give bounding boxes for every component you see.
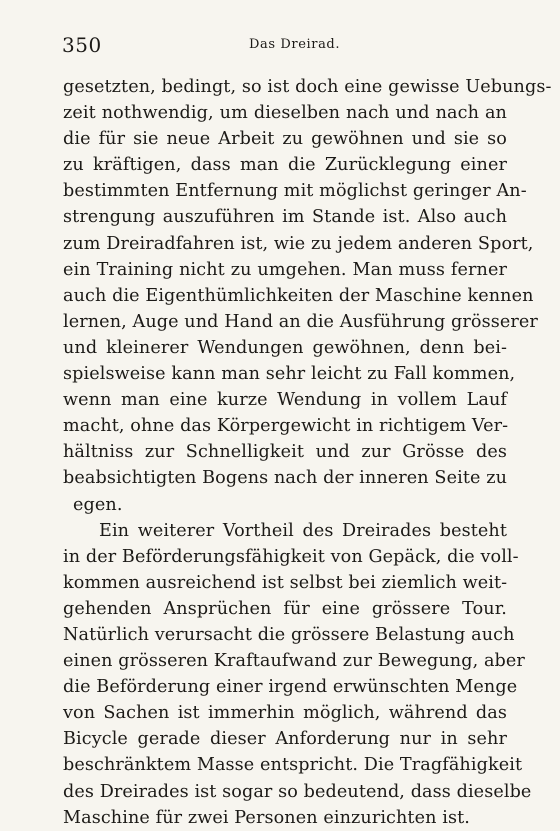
text-line: die Beförderung einer irgend erwünschten Menge [63,677,518,698]
text-line: einen grösseren Kraftaufwand zur Bewegung, aber [63,651,525,672]
text-line: spielsweise kann man sehr leicht zu Fall kommen, [63,364,516,385]
text-line: des Dreirades ist sogar so bedeutend, dass dieselbe [63,781,532,802]
paragraph-1 [63,74,552,518]
text-line: Bicycle gerade dieser Anforderung nur in sehr [63,729,507,750]
page-number: 350 [62,33,102,57]
text-line: beschränktem Masse entspricht. Die Tragfähigkeit [63,755,523,776]
text-line: strengung auszuführen im Stande ist. Also auch [63,207,507,228]
text-line: wenn man eine kurze Wendung in vollem Lauf [63,390,507,411]
text-line: gesetzten, bedingt, so ist doch eine gewisse Uebungs- [63,77,552,97]
text-line: von Sachen ist immerhin möglich, während das [63,703,507,724]
text-line: macht, ohne das Körpergewicht in richtigem Ver- [63,416,509,437]
text-line: gehenden Ansprüchen für eine grössere Tour. [63,598,507,619]
running-title: Das Dreirad. [249,37,341,52]
text-line: ein Training nicht zu umgehen. Man muss ferner [63,259,507,280]
text-line: Ein weiterer Vortheil des Dreirades besteht [99,520,507,541]
text-line: und kleinerer Wendungen gewöhnen, denn bei- [63,337,507,358]
text-line: Maschine für zwei Personen einzurichten ist. [63,807,470,828]
text-line: die für sie neue Arbeit zu gewöhnen und sie so [63,129,507,150]
text-line: lernen, Auge und Hand an die Ausführung grösserer [63,311,538,332]
text-line: bestimmten Entfernung mit möglichst geringer An- [63,181,527,202]
text-line: zum Dreiradfahren ist, wie zu jedem anderen Sport, [63,233,534,254]
text-line: in der Beförderungsfähigkeit von Gepäck, die voll- [63,546,519,567]
text-line: auch die Eigenthümlichkeiten der Maschine kennen [63,285,534,306]
text-line: hältniss zur Schnelligkeit und zur Grösse des [63,442,507,463]
text-line: zeit nothwendig, um dieselben nach und nach an [63,103,507,124]
body-text [63,74,552,831]
text-line: beabsichtigten Bogens nach der inneren Seite zu [63,468,507,489]
text-line: zu kräftigen, dass man die Zurücklegung einer [63,155,507,176]
text-line: Natürlich verursacht die grössere Belastung auch [63,624,515,645]
paragraph-2 [63,518,532,831]
text-line: kommen ausreichend ist selbst bei ziemlich weit- [63,572,508,593]
text-line: egen. [73,494,123,515]
